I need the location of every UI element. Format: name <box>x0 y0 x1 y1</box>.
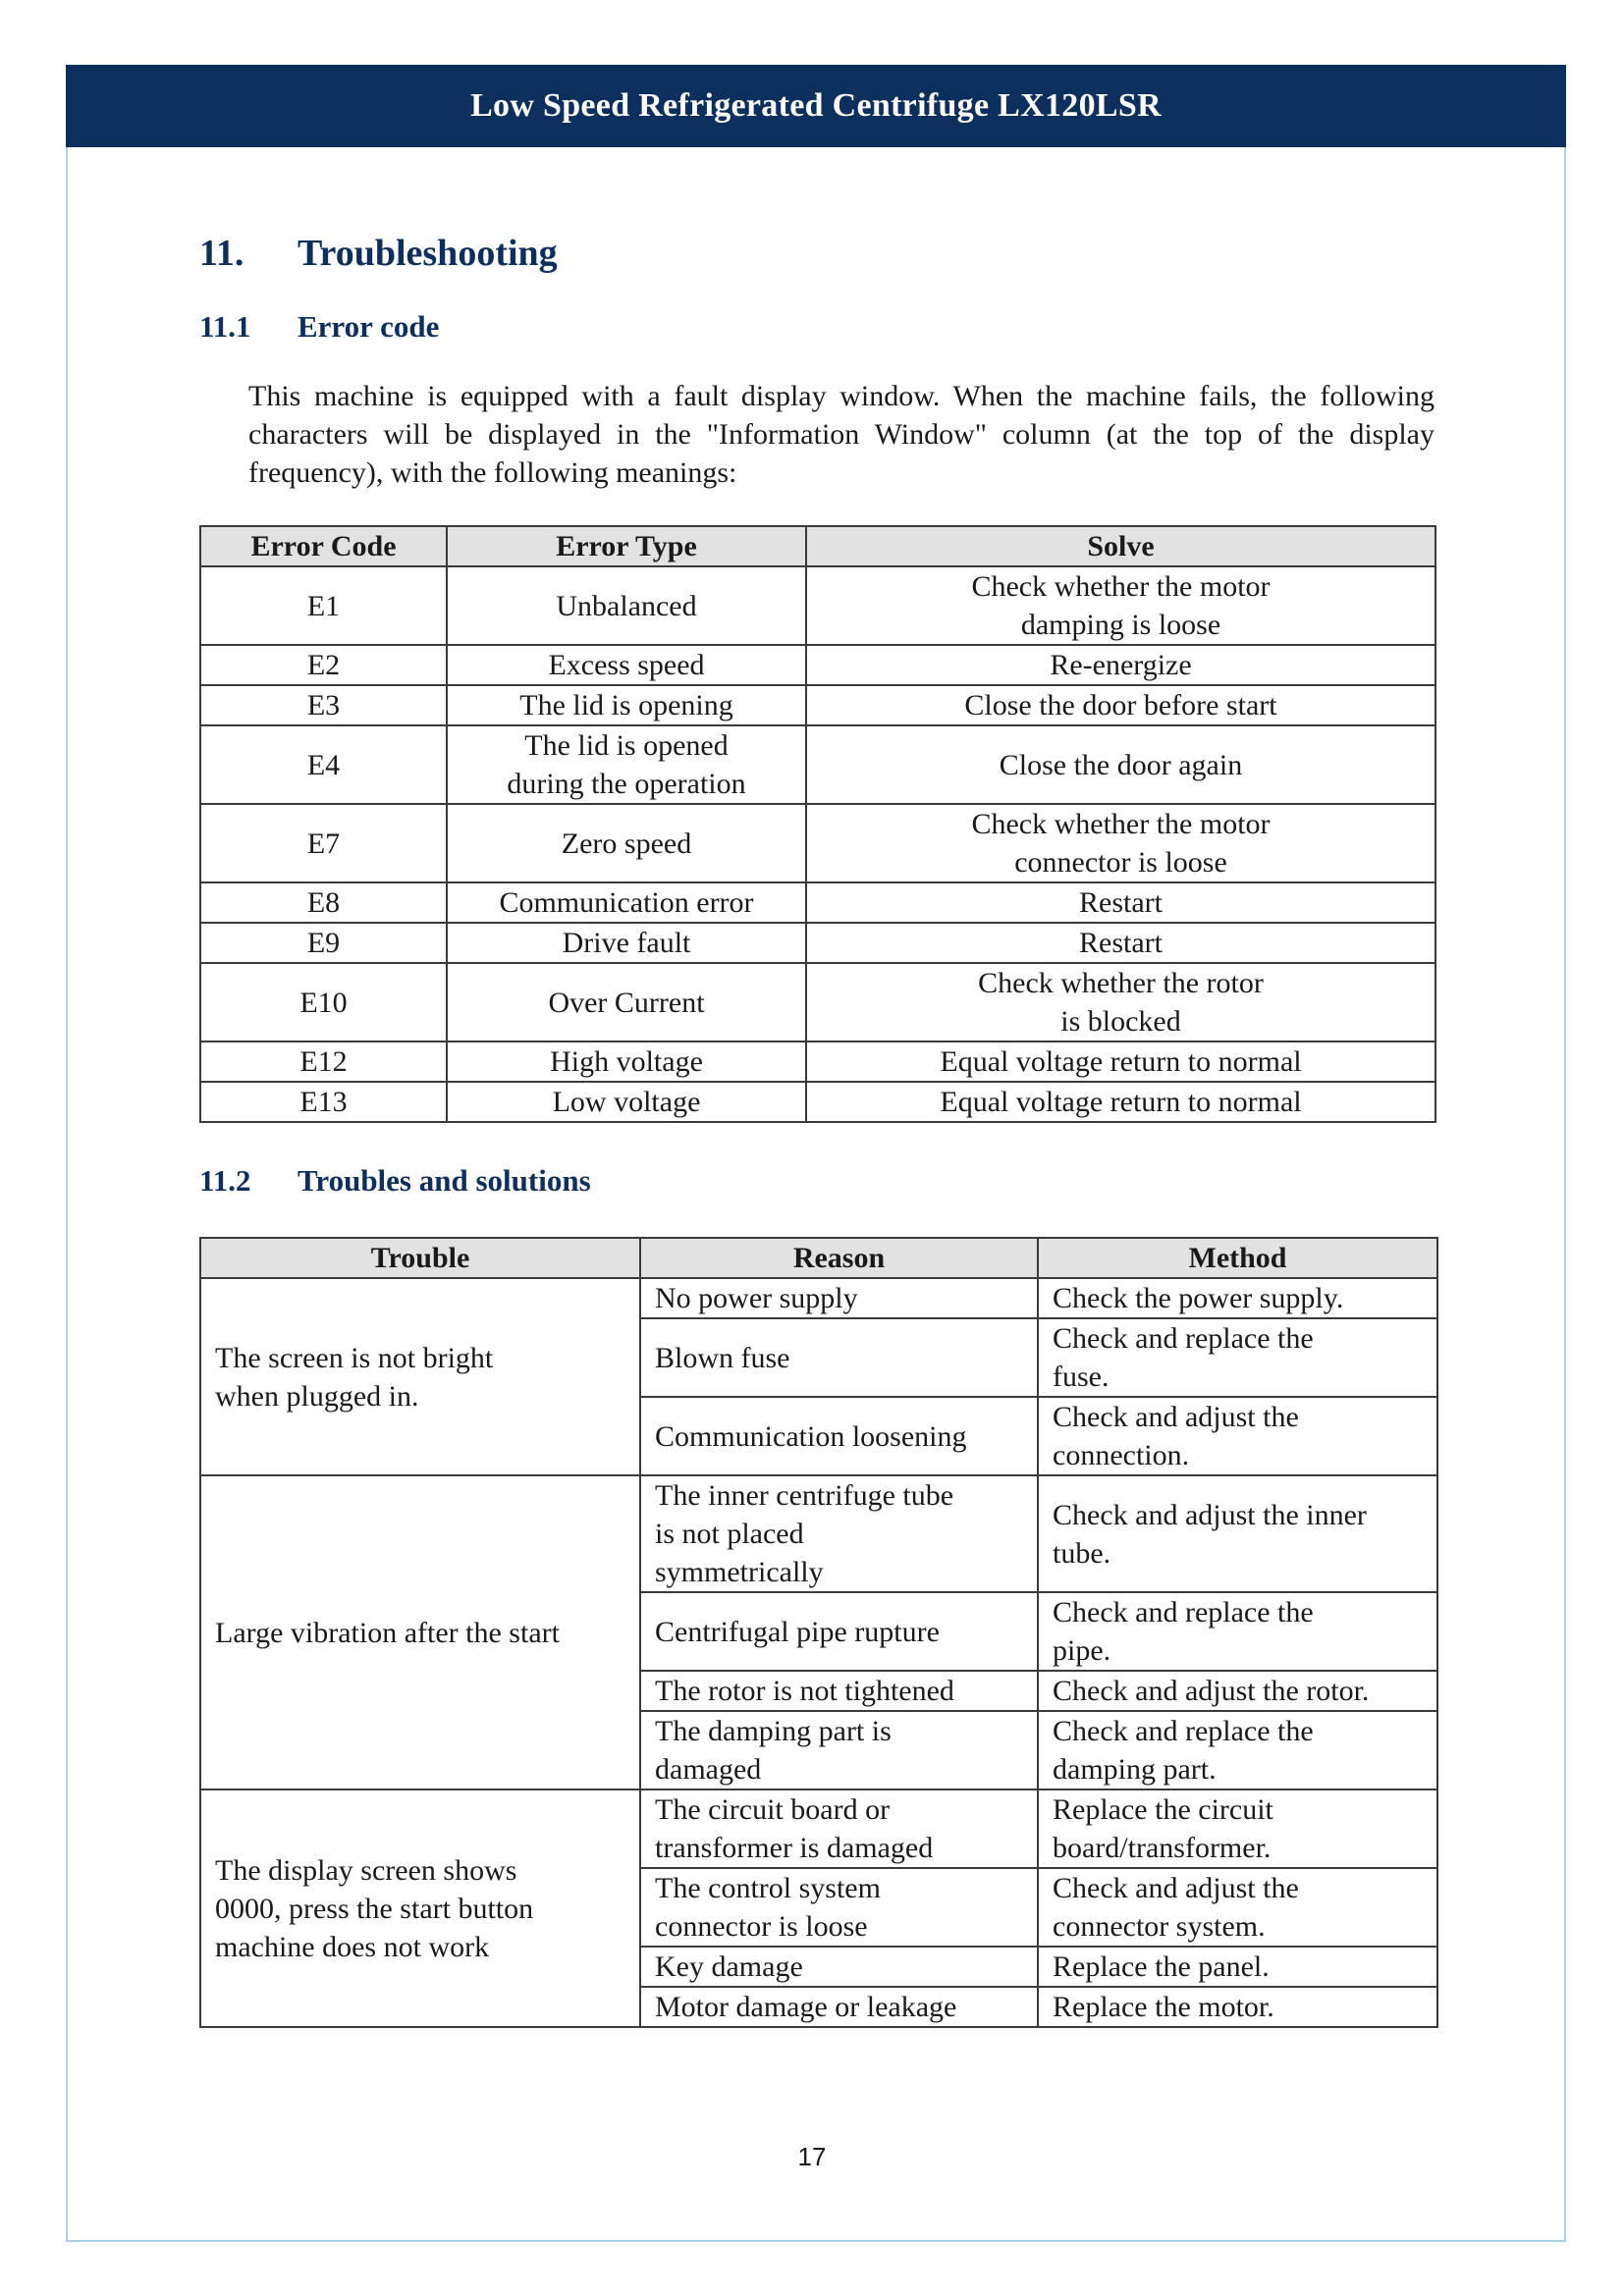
error-code-cell: E8 <box>200 882 447 923</box>
document-title: Low Speed Refrigerated Centrifuge LX120LSR <box>470 87 1162 124</box>
trouble-row <box>200 1475 1437 1592</box>
trouble-row <box>200 1789 1437 1868</box>
subsection-number: 11.1 <box>199 309 251 344</box>
column-header: Error Type <box>447 526 806 566</box>
reason-cell: The inner centrifuge tube is not placed symmetrically <box>640 1475 1038 1592</box>
error-row <box>200 804 1435 882</box>
error-solve-cell: Close the door before start <box>806 685 1435 725</box>
column-header: Solve <box>806 526 1435 566</box>
trouble-cell: The display screen shows 0000, press the start button machine does not work <box>200 1789 640 2027</box>
method-cell: Replace the motor. <box>1038 1987 1437 2027</box>
subsection-title: Troubles and solutions <box>298 1163 591 1198</box>
error-solve-cell: Restart <box>806 923 1435 963</box>
error-code-cell: E13 <box>200 1082 447 1122</box>
method-cell: Check and replace the fuse. <box>1038 1318 1437 1397</box>
error-solve-cell: Check whether the motor damping is loose <box>806 566 1435 645</box>
reason-cell: Centrifugal pipe rupture <box>640 1592 1038 1671</box>
error-row <box>200 566 1435 645</box>
reason-cell: The control system connector is loose <box>640 1868 1038 1947</box>
error-solve-cell: Restart <box>806 882 1435 923</box>
reason-cell: No power supply <box>640 1278 1038 1318</box>
error-code-cell: E3 <box>200 685 447 725</box>
method-cell: Check and adjust the rotor. <box>1038 1671 1437 1711</box>
error-code-cell: E1 <box>200 566 447 645</box>
intro-paragraph: This machine is equipped with a fault display window. When the machine fails, the following characters will be displayed in the "Information Window" column (at the top of the display frequency), with the following meanings: <box>248 380 1435 489</box>
column-header: Error Code <box>200 526 447 566</box>
error-code-cell: E2 <box>200 645 447 685</box>
method-cell: Check and adjust the connection. <box>1038 1397 1437 1475</box>
reason-cell: Blown fuse <box>640 1318 1038 1397</box>
error-type-cell: The lid is opening <box>447 685 806 725</box>
error-type-cell: The lid is opened during the operation <box>447 725 806 804</box>
error-solve-cell: Equal voltage return to normal <box>806 1082 1435 1122</box>
error-type-cell: Communication error <box>447 882 806 923</box>
reason-cell: Key damage <box>640 1947 1038 1987</box>
reason-cell: The circuit board or transformer is damaged <box>640 1789 1038 1868</box>
error-row <box>200 963 1435 1041</box>
error-type-cell: Unbalanced <box>447 566 806 645</box>
error-row <box>200 685 1435 725</box>
method-cell: Replace the panel. <box>1038 1947 1437 1987</box>
error-solve-cell: Equal voltage return to normal <box>806 1041 1435 1082</box>
page-content <box>199 226 1435 2028</box>
error-type-cell: Over Current <box>447 963 806 1041</box>
method-cell: Check the power supply. <box>1038 1278 1437 1318</box>
error-solve-cell: Check whether the motor connector is loose <box>806 804 1435 882</box>
column-header: Method <box>1038 1238 1437 1278</box>
error-code-cell: E4 <box>200 725 447 804</box>
error-row <box>200 882 1435 923</box>
method-cell: Check and adjust the connector system. <box>1038 1868 1437 1947</box>
error-row <box>200 725 1435 804</box>
document-header <box>66 65 1566 147</box>
reason-cell: Motor damage or leakage <box>640 1987 1038 2027</box>
error-code-cell: E7 <box>200 804 447 882</box>
error-row <box>200 645 1435 685</box>
method-cell: Check and replace the pipe. <box>1038 1592 1437 1671</box>
section-title: Troubleshooting <box>298 233 558 274</box>
error-type-cell: Low voltage <box>447 1082 806 1122</box>
trouble-row <box>200 1278 1437 1318</box>
page-number: 17 <box>797 2142 827 2171</box>
method-cell: Check and adjust the inner tube. <box>1038 1475 1437 1592</box>
error-row <box>200 923 1435 963</box>
error-solve-cell: Check whether the rotor is blocked <box>806 963 1435 1041</box>
column-header: Trouble <box>200 1238 640 1278</box>
reason-cell: The damping part is damaged <box>640 1711 1038 1789</box>
error-type-cell: Zero speed <box>447 804 806 882</box>
trouble-cell: Large vibration after the start <box>200 1475 640 1789</box>
subsection-heading-error-code <box>199 304 1435 349</box>
error-solve-cell: Close the door again <box>806 725 1435 804</box>
method-cell: Check and replace the damping part. <box>1038 1711 1437 1789</box>
error-row <box>200 1041 1435 1082</box>
trouble-cell: The screen is not bright when plugged in. <box>200 1278 640 1475</box>
troubles-table-header-row <box>200 1238 1437 1278</box>
error-solve-cell: Re-energize <box>806 645 1435 685</box>
error-table-header-row <box>200 526 1435 566</box>
error-row <box>200 1082 1435 1122</box>
subsection-number: 11.2 <box>199 1163 251 1198</box>
error-type-cell: Drive fault <box>447 923 806 963</box>
reason-cell: The rotor is not tightened <box>640 1671 1038 1711</box>
subsection-heading-troubles <box>199 1158 1435 1203</box>
error-code-cell: E9 <box>200 923 447 963</box>
error-code-cell: E10 <box>200 963 447 1041</box>
method-cell: Replace the circuit board/transformer. <box>1038 1789 1437 1868</box>
subsection-title: Error code <box>298 309 440 344</box>
troubles-table <box>199 1237 1438 2028</box>
column-header: Reason <box>640 1238 1038 1278</box>
error-code-cell: E12 <box>200 1041 447 1082</box>
section-heading <box>199 226 1435 281</box>
reason-cell: Communication loosening <box>640 1397 1038 1475</box>
error-code-table <box>199 525 1436 1123</box>
error-type-cell: High voltage <box>447 1041 806 1082</box>
error-type-cell: Excess speed <box>447 645 806 685</box>
section-number: 11. <box>199 233 244 274</box>
